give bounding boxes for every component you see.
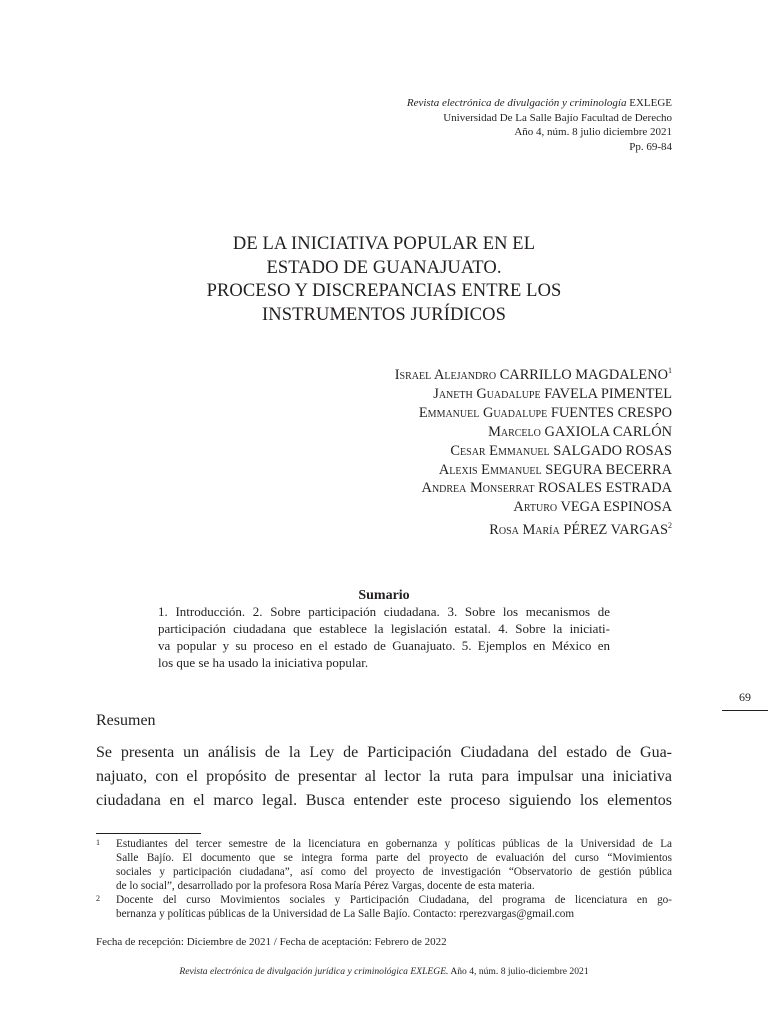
author bbox=[395, 404, 672, 423]
page-number-rule bbox=[722, 710, 768, 711]
footnote-separator bbox=[96, 833, 201, 834]
sumario-line: los que se ha usado la iniciativa popular. bbox=[158, 655, 369, 670]
author-given-name: Marcelo bbox=[488, 423, 541, 440]
author-given-name: Arturo bbox=[513, 499, 558, 516]
author bbox=[395, 517, 672, 540]
body-line: Se presenta un análisis de la Ley de Participación Ciudadana del estado de Gua- bbox=[96, 744, 672, 761]
footnote-line: Estudiantes del tercer semestre de la licenciatura en gobernanza y políticas públicas de la Universidad de La bbox=[116, 838, 672, 850]
author-surname: SALGADO ROSAS bbox=[553, 442, 672, 459]
journal-name: EXLEGE bbox=[629, 97, 672, 109]
author-given-name: Israel Alejandro bbox=[394, 367, 497, 383]
footnote-line: bernanza y políticas públicas de la Universidad de La Salle Bajío. Contacto: rperezvargas@gmail.com bbox=[116, 908, 575, 920]
sumario-text bbox=[158, 603, 610, 671]
body-line: najuato, con el propósito de presentar al lector la ruta para impulsar una iniciativa bbox=[96, 768, 672, 785]
title-line: ESTADO DE GUANAJUATO. bbox=[266, 257, 502, 278]
author bbox=[395, 479, 672, 498]
footnote-ref[interactable]: 1 bbox=[668, 366, 672, 375]
university-line: Universidad De La Salle Bajío Facultad de Derecho bbox=[443, 111, 672, 124]
author bbox=[395, 362, 672, 385]
body-line: ciudadana en el marco legal. Busca entender este proceso siguiendo los elementos bbox=[96, 792, 672, 809]
sumario-line: participación ciudadana que establece la legislación estatal. 4. Sobre la iniciati- bbox=[158, 621, 610, 636]
author-given-name: Emmanuel Guadalupe bbox=[418, 404, 548, 421]
footnote-number: 1 bbox=[96, 838, 100, 847]
author-surname: FUENTES CRESPO bbox=[550, 404, 672, 421]
issue-line: Año 4, núm. 8 julio diciembre 2021 bbox=[514, 126, 672, 138]
page-number: 69 bbox=[739, 690, 751, 704]
reception-date: Fecha de recepción: Diciembre de 2021 / Fecha de aceptación: Febrero de 2022 bbox=[96, 936, 447, 948]
author-given-name: Alexis Emmanuel bbox=[438, 461, 542, 478]
page-footer bbox=[96, 966, 672, 977]
article-title bbox=[96, 233, 672, 327]
author-surname: FAVELA PIMENTEL bbox=[544, 385, 672, 402]
footnote-line: Docente del curso Movimientos sociales y Participación Ciudadana, del programa de licenciatura en go- bbox=[116, 894, 672, 906]
sumario-heading: Sumario bbox=[358, 588, 410, 603]
author-surname: SEGURA BECERRA bbox=[545, 461, 672, 478]
author-surname: GAXIOLA CARLÓN bbox=[544, 423, 672, 440]
journal-header bbox=[407, 96, 672, 154]
author-surname: CARRILLO MAGDALENO bbox=[499, 367, 668, 383]
footnote-line: sociales y participación ciudadana”, así como del proyecto de investigación “Observatorio de gestión pública bbox=[116, 866, 672, 878]
footnotes bbox=[96, 837, 672, 921]
sumario-line: 1. Introducción. 2. Sobre participación ciudadana. 3. Sobre los mecanismos de bbox=[158, 604, 610, 619]
journal-title-line bbox=[407, 96, 672, 111]
journal-title-italic: Revista electrónica de divulgación y criminología bbox=[406, 97, 627, 109]
footnote bbox=[96, 893, 672, 921]
author-given-name: Andrea Monserrat bbox=[421, 480, 535, 497]
sumario-line: va popular y su proceso en el estado de Guanajuato. 5. Ejemplos en México en bbox=[158, 638, 610, 653]
author bbox=[395, 498, 672, 517]
footer-journal: Revista electrónica de divulgación jurídica y criminológica EXLEGE. bbox=[179, 966, 449, 977]
footer-issue: Año 4, núm. 8 julio-diciembre 2021 bbox=[450, 966, 589, 977]
title-line: DE LA INICIATIVA POPULAR EN EL bbox=[232, 234, 536, 254]
footnote-line: Salle Bajío. El documento que se integra forma parte del proyecto de evaluación del curso “Movimientos bbox=[116, 852, 672, 864]
author bbox=[395, 461, 672, 480]
author-surname: ROSALES ESTRADA bbox=[538, 480, 672, 497]
author-surname: VEGA ESPINOSA bbox=[560, 499, 672, 516]
author-given-name: Cesar Emmanuel bbox=[450, 442, 550, 459]
footnote-number: 2 bbox=[96, 894, 100, 903]
author bbox=[395, 423, 672, 442]
author-list bbox=[395, 362, 672, 540]
author bbox=[395, 442, 672, 461]
footnote bbox=[96, 837, 672, 893]
author-surname: PÉREZ VARGAS bbox=[563, 522, 668, 539]
author bbox=[395, 385, 672, 404]
footnote-ref[interactable]: 2 bbox=[668, 521, 672, 531]
title-line: PROCESO Y DISCREPANCIAS ENTRE LOS bbox=[206, 281, 562, 301]
footnote-line: de lo social”, desarrollado por la profesora Rosa María Pérez Vargas, docente de esta materia. bbox=[116, 880, 535, 892]
pages-line: Pp. 69-84 bbox=[629, 140, 672, 153]
author-given-name: Rosa María bbox=[489, 522, 560, 539]
resumen-heading: Resumen bbox=[96, 712, 156, 729]
title-line: INSTRUMENTOS JURÍDICOS bbox=[262, 304, 506, 325]
resumen-text bbox=[96, 741, 672, 813]
author-given-name: Janeth Guadalupe bbox=[433, 385, 541, 402]
